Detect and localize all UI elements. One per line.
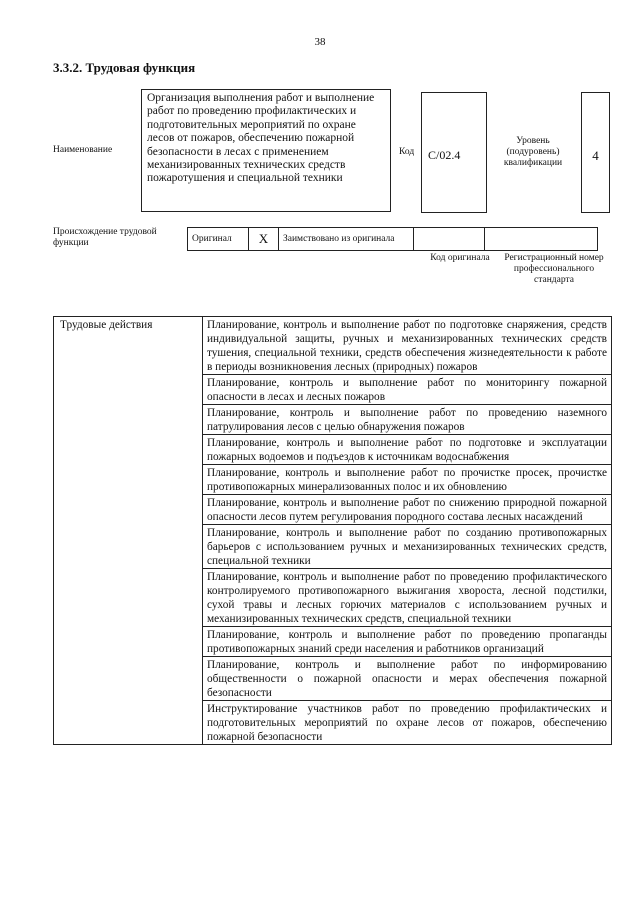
function-level-value: 4	[581, 92, 610, 213]
labor-actions-header: Трудовые действия	[54, 317, 203, 745]
original-mark: X	[249, 228, 279, 251]
labor-action-item: Планирование, контроль и выполнение работ по подготовке и эксплуатации пожарных водоемов и подъездов к источникам водоснабжения	[203, 435, 612, 465]
labor-action-item: Планирование, контроль и выполнение работ по снижению природной пожарной опасности лесов путем регулирования породного состава лесных насаждений	[203, 495, 612, 525]
reg-number-cell	[485, 228, 598, 251]
borrowed-label: Заимствовано из оригинала	[279, 228, 414, 251]
origin-label: Происхождение трудовой функции	[53, 227, 157, 248]
labor-action-item: Планирование, контроль и выполнение работ по проведению пропаганды противопожарных знаний среди населения и работников организаций	[203, 627, 612, 657]
labor-action-item: Планирование, контроль и выполнение работ по мониторингу пожарной опасности в лесах и лесных пожаров	[203, 375, 612, 405]
labor-action-item: Планирование, контроль и выполнение работ по проведению профилактического контролируемого противопожарного выжигания хвороста, лесной подстилки, сухой травы и лесных горючих материалов с использованием ручных и механизированных технических средств, специальной техники	[203, 569, 612, 627]
name-label: Наименование	[53, 145, 113, 155]
labor-action-item: Планирование, контроль и выполнение работ по информированию общественности о пожарной опасности и мерах обеспечения пожарной безопасности	[203, 657, 612, 701]
labor-action-item: Планирование, контроль и выполнение работ по подготовке снаряжения, средств индивидуальной защиты, ручных и механизированных технических средств тушения, специальной техники, средств обеспечения жизнедеятельности к работе в периоды возникновения лесных (природных) пожаров	[203, 317, 612, 375]
reg-number-label: Регистрационный номер профессионального стандарта	[504, 253, 604, 285]
origin-table	[187, 227, 598, 251]
original-label: Оригинал	[188, 228, 249, 251]
labor-action-item: Инструктирование участников работ по проведению профилактических и подготовительных мероприятий по охране лесов от пожаров, обеспечению пожарной безопасности	[203, 701, 612, 745]
code-label: Код	[399, 147, 415, 157]
level-label: Уровень (подуровень) квалификации	[503, 136, 563, 168]
page-number: 38	[314, 36, 326, 48]
table-row	[54, 317, 612, 375]
section-title: 3.3.2. Трудовая функция	[53, 60, 196, 75]
function-code-value: C/02.4	[421, 92, 487, 213]
labor-actions-table	[53, 316, 612, 745]
labor-action-item: Планирование, контроль и выполнение работ по созданию противопожарных барьеров с использованием ручных и механизированных технических средств, специальной техники	[203, 525, 612, 569]
code-original-label: Код оригинала	[430, 253, 490, 263]
labor-action-item: Планирование, контроль и выполнение работ по проведению наземного патрулирования лесов с целью обнаружения пожаров	[203, 405, 612, 435]
code-original-cell	[414, 228, 485, 251]
labor-action-item: Планирование, контроль и выполнение работ по прочистке просек, прочистке противопожарных минерализованных полос и их обновлению	[203, 465, 612, 495]
function-name-value: Организация выполнения работ и выполнение работ по проведению профилактических и подготовительных мероприятий по охране лесов от пожаров, обеспечению пожарной безопасности в лесах с применением механизированных технических средств пожаротушения и специальной техники	[141, 89, 391, 212]
